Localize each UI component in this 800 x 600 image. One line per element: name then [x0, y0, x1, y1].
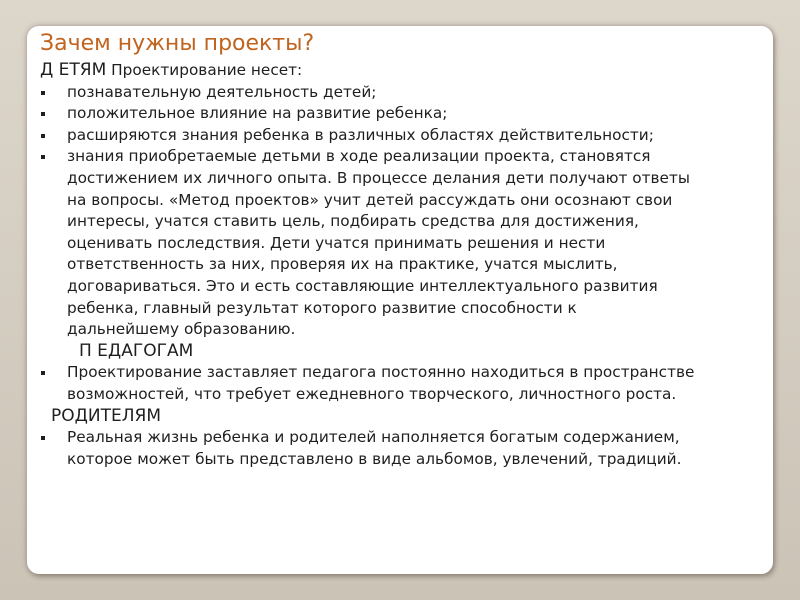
children-intro: Проектирование несет:	[106, 61, 303, 79]
bullet-text	[67, 82, 780, 104]
square-bullet-icon	[41, 134, 45, 138]
bullet-text-line: интересы, учатся ставить цель, подбирать средства для достижения,	[67, 212, 639, 231]
slide-content	[40, 30, 780, 470]
children-heading: Д ЕТЯМ	[40, 60, 107, 80]
bullet-text	[67, 146, 780, 340]
children-list	[40, 82, 780, 341]
bullet-text-line: возможностей, что требует ежедневного творческого, личностного роста.	[67, 384, 677, 403]
slide-title: Зачем нужны проекты?	[40, 31, 315, 56]
parents-section-head	[40, 406, 780, 428]
parents-list	[40, 427, 780, 470]
bullet-item	[40, 125, 780, 147]
children-section-head	[40, 60, 780, 82]
square-bullet-icon	[41, 436, 45, 440]
square-bullet-icon	[41, 91, 45, 95]
teachers-heading: П ЕДАГОГАМ	[79, 340, 194, 361]
square-bullet-icon	[41, 371, 45, 375]
bullet-item	[40, 103, 780, 125]
bullet-text-line: оценивать последствия. Дети учатся принимать решения и нести	[67, 233, 606, 252]
bullet-item	[40, 146, 780, 340]
square-bullet-icon	[41, 155, 45, 159]
bullet-text-line: ребенка, главный результат которого развитие способности к	[67, 298, 577, 317]
bullet-text	[67, 103, 780, 125]
bullet-text	[67, 125, 780, 147]
bullet-text-line: достижением их личного опыта. В процессе делания дети получают ответы	[67, 168, 690, 187]
bullet-text-line: Реальная жизнь ребенка и родителей наполняется богатым содержанием,	[67, 428, 680, 447]
bullet-text-line: положительное влияние на развитие ребенка;	[67, 104, 448, 123]
bullet-text-line: познавательную деятельность детей;	[67, 82, 377, 101]
bullet-text-line: которое может быть представлено в виде альбомов, увлечений, традиций.	[67, 449, 682, 468]
bullet-text-line: дальнейшему образованию.	[67, 320, 296, 339]
parents-heading: РОДИТЕЛЯМ	[51, 405, 162, 426]
bullet-text-line: на вопросы. «Метод проектов» учит детей рассуждать они осознают свои	[67, 190, 673, 209]
bullet-text-line: Проектирование заставляет педагога постоянно находиться в пространстве	[67, 363, 695, 382]
teachers-list	[40, 362, 780, 405]
bullet-item	[40, 362, 780, 405]
bullet-item	[40, 82, 780, 104]
bullet-text	[67, 362, 780, 405]
teachers-section-head	[40, 341, 780, 363]
square-bullet-icon	[41, 112, 45, 116]
bullet-text-line: расширяются знания ребенка в различных областях действительности;	[67, 125, 654, 144]
bullet-text-line: ответственность за них, проверяя их на практике, учатся мыслить,	[67, 255, 618, 274]
bullet-item	[40, 427, 780, 470]
bullet-text-line: знания приобретаемые детьми в ходе реализации проекта, становятся	[67, 147, 651, 166]
bullet-text	[67, 427, 780, 470]
bullet-text-line: договариваться. Это и есть составляющие интеллектуального развития	[67, 276, 658, 295]
